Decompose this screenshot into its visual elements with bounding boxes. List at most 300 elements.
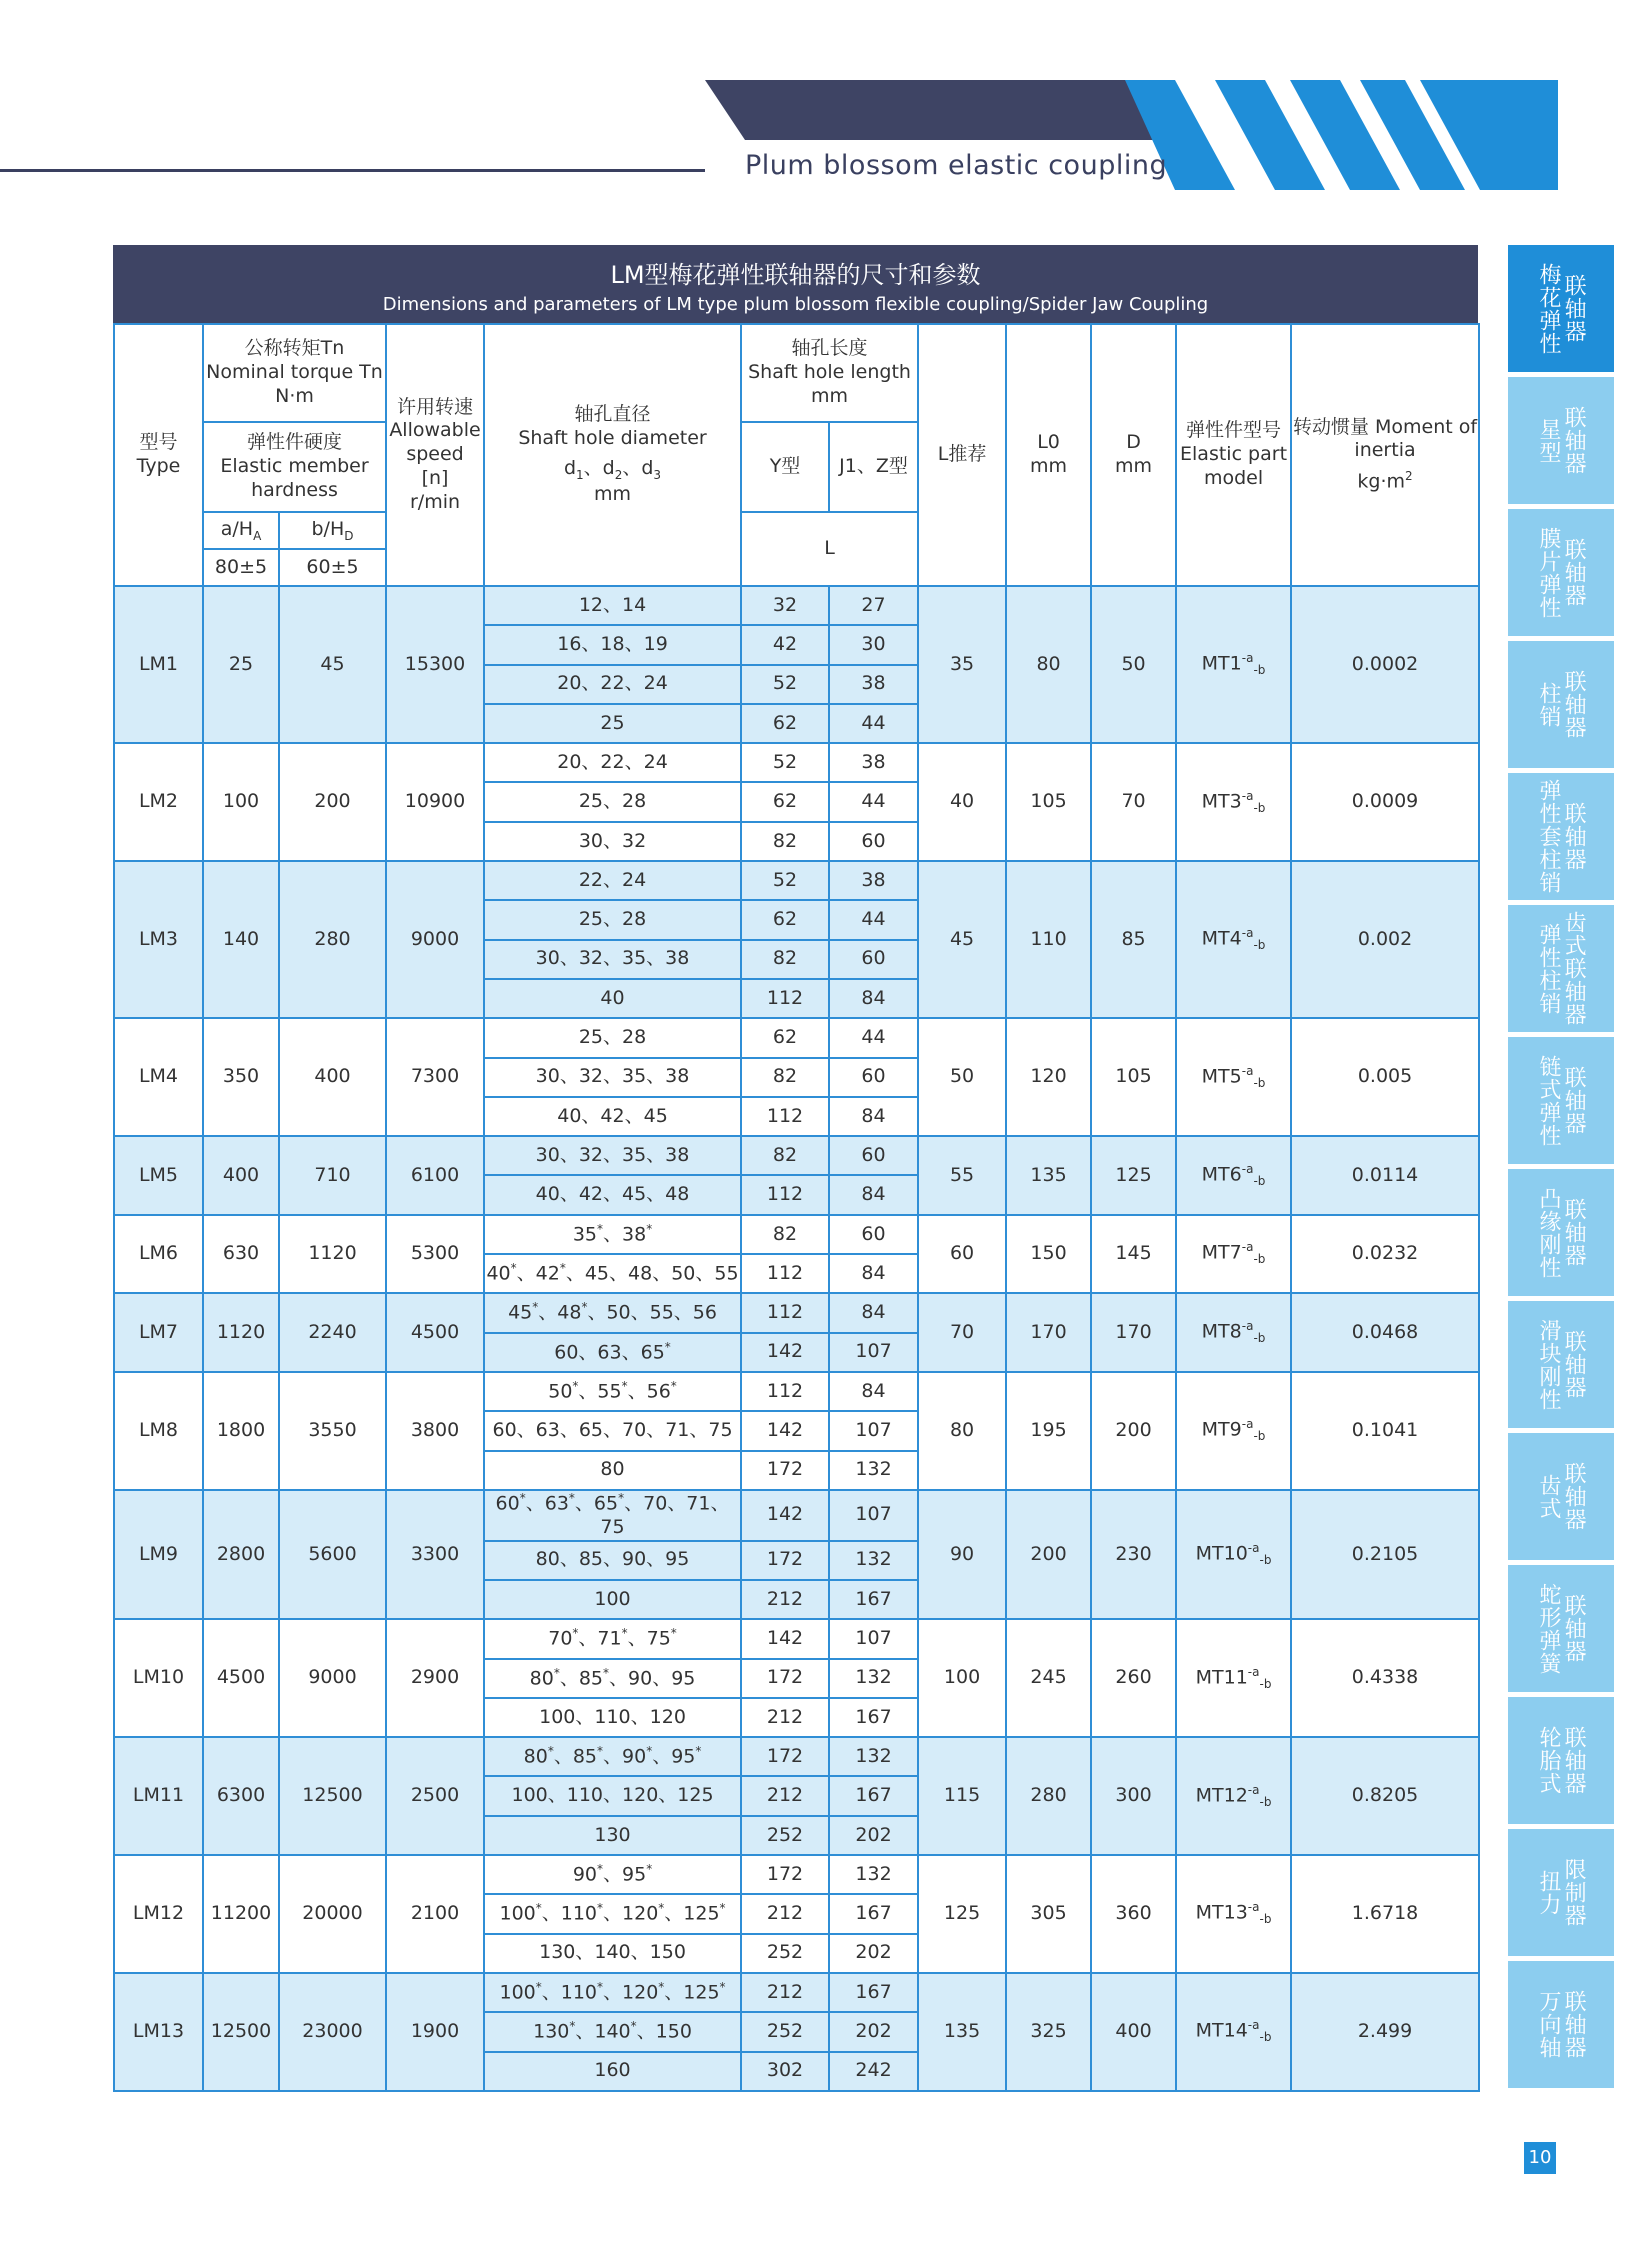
cell-model: $MT1^{-a}_{-b}$ <box>1176 586 1291 743</box>
cell-j: 132 <box>829 1855 918 1894</box>
cell-speed: 3800 <box>386 1372 484 1490</box>
table-row <box>114 1973 1479 2012</box>
cell-inertia: 0.4338 <box>1291 1619 1479 1737</box>
cell-y: 52 <box>741 665 829 704</box>
side-tab-label: 联轴器 <box>1561 274 1587 343</box>
cell-y: 112 <box>741 1175 829 1214</box>
cell-y: 142 <box>741 1411 829 1450</box>
cell-j: 132 <box>829 1737 918 1776</box>
table-row <box>114 1737 1479 1776</box>
cell-diameter: 25 <box>484 704 741 743</box>
cell-diameter: 130、140、150 <box>484 1934 741 1973</box>
cell-torque-b: 5600 <box>279 1490 386 1619</box>
table-title-cn: LM型梅花弹性联轴器的尺寸和参数 <box>610 261 981 289</box>
cell-inertia: 0.0114 <box>1291 1136 1479 1215</box>
col-speed: 许用转速 Allowable speed [n] r/min <box>386 324 484 586</box>
cell-lrec: 135 <box>918 1973 1006 2091</box>
cell-torque-a: 400 <box>203 1136 279 1215</box>
cell-torque-a: 12500 <box>203 1973 279 2091</box>
table-row <box>114 861 1479 900</box>
cell-torque-a: 140 <box>203 861 279 1018</box>
cell-diameter: 40、42、45 <box>484 1097 741 1136</box>
side-tab[interactable] <box>1508 377 1614 504</box>
cell-lrec: 125 <box>918 1855 1006 1973</box>
cell-d: 230 <box>1091 1490 1176 1619</box>
col-model: 弹性件型号 Elastic part model <box>1176 324 1291 586</box>
cell-diameter: 160 <box>484 2052 741 2091</box>
cell-inertia: 0.0232 <box>1291 1215 1479 1294</box>
side-tab-label: 齿式 <box>1536 1473 1561 1520</box>
table-title <box>113 245 1478 323</box>
cell-lrec: 45 <box>918 861 1006 1018</box>
cell-diameter: 30、32、35、38 <box>484 1136 741 1175</box>
cell-type: LM2 <box>114 743 203 861</box>
cell-torque-b: 400 <box>279 1018 386 1136</box>
cell-lrec: 60 <box>918 1215 1006 1294</box>
cell-j: 167 <box>829 1776 918 1815</box>
cell-torque-b: 3550 <box>279 1372 386 1490</box>
cell-torque-a: 6300 <box>203 1737 279 1855</box>
cell-diameter: 60*、63*、65*、70、71、75 <box>484 1490 741 1541</box>
cell-y: 52 <box>741 861 829 900</box>
cell-torque-b: 12500 <box>279 1737 386 1855</box>
cell-model: $MT6^{-a}_{-b}$ <box>1176 1136 1291 1215</box>
cell-diameter: 12、14 <box>484 586 741 625</box>
side-tab[interactable] <box>1508 1565 1614 1692</box>
col-lrec: L推荐 <box>918 324 1006 586</box>
col-d: D mm <box>1091 324 1176 586</box>
cell-j: 44 <box>829 1018 918 1057</box>
cell-y: 82 <box>741 1058 829 1097</box>
col-j: J1、Z型 <box>829 422 918 512</box>
cell-diameter: 80*、85*、90、95 <box>484 1659 741 1698</box>
cell-y: 252 <box>741 2012 829 2051</box>
cell-y: 172 <box>741 1451 829 1490</box>
cell-type: LM4 <box>114 1018 203 1136</box>
cell-y: 62 <box>741 1018 829 1057</box>
cell-y: 62 <box>741 900 829 939</box>
side-tab[interactable] <box>1508 509 1614 636</box>
cell-j: 60 <box>829 1215 918 1254</box>
cell-j: 38 <box>829 665 918 704</box>
cell-diameter: 45*、48*、50、55、56 <box>484 1293 741 1332</box>
table-row <box>114 743 1479 782</box>
cell-type: LM13 <box>114 1973 203 2091</box>
cell-lrec: 50 <box>918 1018 1006 1136</box>
cell-type: LM5 <box>114 1136 203 1215</box>
col-torque: 公称转矩Tn Nominal torque Tn N·m <box>203 324 386 422</box>
col-a: $a/H_A$ <box>203 512 279 549</box>
cell-speed: 10900 <box>386 743 484 861</box>
cell-inertia: 0.002 <box>1291 861 1479 1018</box>
cell-d: 400 <box>1091 1973 1176 2091</box>
side-tab[interactable] <box>1508 245 1614 372</box>
side-tab-label: 扭力 <box>1536 1869 1561 1916</box>
page-number: 10 <box>1524 2142 1556 2174</box>
cell-y: 212 <box>741 1894 829 1933</box>
table-row <box>114 586 1479 625</box>
cell-lrec: 70 <box>918 1293 1006 1372</box>
cell-j: 60 <box>829 822 918 861</box>
cell-speed: 15300 <box>386 586 484 743</box>
cell-speed: 6100 <box>386 1136 484 1215</box>
cell-j: 132 <box>829 1659 918 1698</box>
cell-diameter: 20、22、24 <box>484 743 741 782</box>
cell-j: 60 <box>829 1058 918 1097</box>
col-hardness: 弹性件硬度 Elastic member hardness <box>203 422 386 512</box>
side-tab[interactable] <box>1508 1961 1614 2088</box>
cell-j: 84 <box>829 1372 918 1411</box>
cell-torque-a: 1120 <box>203 1293 279 1372</box>
cell-j: 84 <box>829 1097 918 1136</box>
cell-type: LM10 <box>114 1619 203 1737</box>
cell-diameter: 30、32 <box>484 822 741 861</box>
cell-inertia: 0.2105 <box>1291 1490 1479 1619</box>
col-a-value: 80±5 <box>203 549 279 586</box>
cell-l0: 150 <box>1006 1215 1091 1294</box>
cell-model: $MT13^{-a}_{-b}$ <box>1176 1855 1291 1973</box>
cell-l0: 170 <box>1006 1293 1091 1372</box>
side-tab-label: 联轴器 <box>1561 406 1587 475</box>
cell-type: LM3 <box>114 861 203 1018</box>
cell-y: 252 <box>741 1934 829 1973</box>
side-tab-label: 联轴器 <box>1561 1330 1587 1399</box>
cell-speed: 3300 <box>386 1490 484 1619</box>
cell-l0: 245 <box>1006 1619 1091 1737</box>
cell-d: 145 <box>1091 1215 1176 1294</box>
side-tab-label: 弹性柱销 <box>1536 922 1561 1015</box>
cell-speed: 2500 <box>386 1737 484 1855</box>
side-tab-label: 蛇形弹簧 <box>1536 1582 1561 1675</box>
cell-l0: 110 <box>1006 861 1091 1018</box>
side-tabs <box>1508 245 1614 2093</box>
cell-lrec: 115 <box>918 1737 1006 1855</box>
cell-j: 84 <box>829 979 918 1018</box>
side-tab-label: 联轴器 <box>1561 802 1587 871</box>
cell-j: 84 <box>829 1175 918 1214</box>
cell-j: 27 <box>829 586 918 625</box>
cell-inertia: 0.8205 <box>1291 1737 1479 1855</box>
side-tab-label: 联轴器 <box>1561 1198 1587 1267</box>
cell-torque-a: 100 <box>203 743 279 861</box>
cell-l0: 120 <box>1006 1018 1091 1136</box>
cell-speed: 7300 <box>386 1018 484 1136</box>
cell-j: 132 <box>829 1541 918 1580</box>
cell-diameter: 100、110、120、125 <box>484 1776 741 1815</box>
cell-diameter: 40*、42*、45、48、50、55 <box>484 1254 741 1293</box>
cell-inertia: 0.0002 <box>1291 586 1479 743</box>
cell-y: 82 <box>741 1215 829 1254</box>
cell-d: 300 <box>1091 1737 1176 1855</box>
cell-y: 42 <box>741 625 829 664</box>
cell-y: 82 <box>741 1136 829 1175</box>
cell-diameter: 60、63、65、70、71、75 <box>484 1411 741 1450</box>
cell-y: 112 <box>741 1254 829 1293</box>
cell-diameter: 100*、110*、120*、125* <box>484 1973 741 2012</box>
cell-type: LM7 <box>114 1293 203 1372</box>
cell-y: 172 <box>741 1541 829 1580</box>
cell-y: 212 <box>741 1973 829 2012</box>
cell-inertia: 2.499 <box>1291 1973 1479 2091</box>
col-l0: L0 mm <box>1006 324 1091 586</box>
cell-d: 105 <box>1091 1018 1176 1136</box>
cell-j: 167 <box>829 1894 918 1933</box>
side-tab-label: 联轴器 <box>1561 538 1587 607</box>
cell-inertia: 1.6718 <box>1291 1855 1479 1973</box>
cell-torque-a: 25 <box>203 586 279 743</box>
table-title-en: Dimensions and parameters of LM type plum blossom flexible coupling/Spider Jaw Coupling <box>382 294 1209 315</box>
table-row <box>114 1855 1479 1894</box>
table-row <box>114 1293 1479 1332</box>
cell-torque-b: 1120 <box>279 1215 386 1294</box>
cell-y: 142 <box>741 1619 829 1658</box>
side-tab-label: 联轴器 <box>1561 670 1587 739</box>
cell-lrec: 40 <box>918 743 1006 861</box>
cell-speed: 2900 <box>386 1619 484 1737</box>
table-row <box>114 1018 1479 1057</box>
cell-y: 212 <box>741 1580 829 1619</box>
side-tab-label: 梅花弹性 <box>1536 262 1561 355</box>
header-title: Plum blossom elastic coupling <box>745 150 1168 181</box>
side-tab[interactable] <box>1508 1301 1614 1428</box>
side-tab[interactable] <box>1508 1697 1614 1824</box>
cell-type: LM1 <box>114 586 203 743</box>
cell-j: 84 <box>829 1293 918 1332</box>
cell-diameter: 25、28 <box>484 1018 741 1057</box>
cell-d: 170 <box>1091 1293 1176 1372</box>
cell-lrec: 80 <box>918 1372 1006 1490</box>
cell-inertia: 0.0468 <box>1291 1293 1479 1372</box>
cell-type: LM6 <box>114 1215 203 1294</box>
cell-lrec: 100 <box>918 1619 1006 1737</box>
cell-j: 44 <box>829 782 918 821</box>
cell-j: 167 <box>829 1698 918 1737</box>
cell-diameter: 60、63、65* <box>484 1333 741 1372</box>
cell-diameter: 35*、38* <box>484 1215 741 1254</box>
cell-y: 172 <box>741 1659 829 1698</box>
cell-torque-b: 45 <box>279 586 386 743</box>
cell-diameter: 130 <box>484 1816 741 1855</box>
cell-diameter: 40、42、45、48 <box>484 1175 741 1214</box>
cell-diameter: 25、28 <box>484 900 741 939</box>
cell-y: 212 <box>741 1776 829 1815</box>
cell-y: 172 <box>741 1855 829 1894</box>
cell-d: 50 <box>1091 586 1176 743</box>
side-tab-label: 轮胎式 <box>1536 1726 1561 1795</box>
cell-j: 44 <box>829 900 918 939</box>
side-tab-label: 齿式联轴器 <box>1561 911 1587 1026</box>
side-tab-label: 膜片弹性 <box>1536 526 1561 619</box>
cell-d: 125 <box>1091 1136 1176 1215</box>
side-tab-label: 滑块刚性 <box>1536 1318 1561 1411</box>
side-tab-label: 联轴器 <box>1561 1594 1587 1663</box>
col-l: L <box>741 512 918 586</box>
cell-j: 167 <box>829 1973 918 2012</box>
side-tab[interactable] <box>1508 1829 1614 1956</box>
cell-j: 30 <box>829 625 918 664</box>
cell-model: $MT5^{-a}_{-b}$ <box>1176 1018 1291 1136</box>
table-row <box>114 1136 1479 1175</box>
cell-torque-a: 11200 <box>203 1855 279 1973</box>
cell-l0: 80 <box>1006 586 1091 743</box>
cell-diameter: 80 <box>484 1451 741 1490</box>
cell-type: LM8 <box>114 1372 203 1490</box>
cell-d: 200 <box>1091 1372 1176 1490</box>
cell-y: 62 <box>741 782 829 821</box>
cell-d: 85 <box>1091 861 1176 1018</box>
cell-torque-b: 23000 <box>279 1973 386 2091</box>
cell-j: 202 <box>829 1816 918 1855</box>
cell-diameter: 25、28 <box>484 782 741 821</box>
cell-j: 167 <box>829 1580 918 1619</box>
side-tab-label: 联轴器 <box>1561 1990 1587 2059</box>
cell-inertia: 0.005 <box>1291 1018 1479 1136</box>
cell-j: 84 <box>829 1254 918 1293</box>
side-tab[interactable] <box>1508 1169 1614 1296</box>
side-tab-label: 弹性套柱销 <box>1536 779 1561 894</box>
cell-torque-a: 630 <box>203 1215 279 1294</box>
cell-d: 360 <box>1091 1855 1176 1973</box>
cell-torque-a: 1800 <box>203 1372 279 1490</box>
side-tab-label: 限制器 <box>1561 1858 1587 1927</box>
cell-y: 142 <box>741 1490 829 1541</box>
cell-y: 252 <box>741 1816 829 1855</box>
cell-diameter: 130*、140*、150 <box>484 2012 741 2051</box>
side-tab-label: 凸缘刚性 <box>1536 1186 1561 1279</box>
cell-type: LM11 <box>114 1737 203 1855</box>
cell-torque-b: 2240 <box>279 1293 386 1372</box>
side-tab-label: 联轴器 <box>1561 1462 1587 1531</box>
cell-model: $MT7^{-a}_{-b}$ <box>1176 1215 1291 1294</box>
cell-type: LM9 <box>114 1490 203 1619</box>
cell-l0: 305 <box>1006 1855 1091 1973</box>
cell-d: 70 <box>1091 743 1176 861</box>
cell-diameter: 20、22、24 <box>484 665 741 704</box>
cell-j: 242 <box>829 2052 918 2091</box>
cell-l0: 280 <box>1006 1737 1091 1855</box>
parameters-table <box>113 245 1478 2092</box>
side-tab-label: 链式弹性 <box>1536 1054 1561 1147</box>
cell-j: 60 <box>829 940 918 979</box>
cell-diameter: 80*、85*、90*、95* <box>484 1737 741 1776</box>
cell-diameter: 100 <box>484 1580 741 1619</box>
cell-j: 107 <box>829 1333 918 1372</box>
cell-diameter: 30、32、35、38 <box>484 1058 741 1097</box>
table-row <box>114 1215 1479 1254</box>
cell-speed: 4500 <box>386 1293 484 1372</box>
cell-j: 38 <box>829 743 918 782</box>
cell-j: 38 <box>829 861 918 900</box>
cell-lrec: 35 <box>918 586 1006 743</box>
cell-torque-a: 4500 <box>203 1619 279 1737</box>
cell-y: 112 <box>741 1097 829 1136</box>
cell-j: 132 <box>829 1451 918 1490</box>
cell-j: 60 <box>829 1136 918 1175</box>
cell-y: 112 <box>741 1372 829 1411</box>
cell-diameter: 70*、71*、75* <box>484 1619 741 1658</box>
side-tab-label: 星型 <box>1536 417 1561 464</box>
cell-model: $MT4^{-a}_{-b}$ <box>1176 861 1291 1018</box>
cell-model: $MT10^{-a}_{-b}$ <box>1176 1490 1291 1619</box>
cell-diameter: 100*、110*、120*、125* <box>484 1894 741 1933</box>
cell-y: 62 <box>741 704 829 743</box>
side-tab[interactable] <box>1508 773 1614 900</box>
cell-l0: 135 <box>1006 1136 1091 1215</box>
cell-y: 52 <box>741 743 829 782</box>
col-b: $b/H_D$ <box>279 512 386 549</box>
table-row <box>114 1372 1479 1411</box>
cell-diameter: 90*、95* <box>484 1855 741 1894</box>
cell-model: $MT3^{-a}_{-b}$ <box>1176 743 1291 861</box>
cell-torque-a: 2800 <box>203 1490 279 1619</box>
cell-j: 107 <box>829 1490 918 1541</box>
side-tab[interactable] <box>1508 1433 1614 1560</box>
cell-diameter: 30、32、35、38 <box>484 940 741 979</box>
cell-model: $MT8^{-a}_{-b}$ <box>1176 1293 1291 1372</box>
cell-l0: 105 <box>1006 743 1091 861</box>
cell-l0: 200 <box>1006 1490 1091 1619</box>
cell-model: $MT14^{-a}_{-b}$ <box>1176 1973 1291 2091</box>
cell-torque-b: 710 <box>279 1136 386 1215</box>
cell-y: 82 <box>741 822 829 861</box>
side-tab-label: 柱销 <box>1536 681 1561 728</box>
side-tab-label: 联轴器 <box>1561 1726 1587 1795</box>
side-tab-label: 万向轴 <box>1536 1990 1561 2059</box>
cell-lrec: 55 <box>918 1136 1006 1215</box>
cell-speed: 9000 <box>386 861 484 1018</box>
cell-torque-a: 350 <box>203 1018 279 1136</box>
cell-j: 44 <box>829 704 918 743</box>
table-row <box>114 1490 1479 1541</box>
side-tab[interactable] <box>1508 905 1614 1032</box>
cell-speed: 1900 <box>386 1973 484 2091</box>
side-tab[interactable] <box>1508 641 1614 768</box>
cell-y: 302 <box>741 2052 829 2091</box>
cell-j: 202 <box>829 2012 918 2051</box>
cell-diameter: 22、24 <box>484 861 741 900</box>
cell-j: 107 <box>829 1411 918 1450</box>
cell-d: 260 <box>1091 1619 1176 1737</box>
cell-y: 142 <box>741 1333 829 1372</box>
cell-speed: 5300 <box>386 1215 484 1294</box>
side-tab[interactable] <box>1508 1037 1614 1164</box>
table-row <box>114 1619 1479 1658</box>
cell-y: 112 <box>741 1293 829 1332</box>
cell-j: 107 <box>829 1619 918 1658</box>
side-tab-label: 联轴器 <box>1561 1066 1587 1135</box>
cell-y: 32 <box>741 586 829 625</box>
col-hole-length: 轴孔长度 Shaft hole length mm <box>741 324 918 422</box>
col-inertia: 转动惯量 Moment of inertia $kg\cdot m^2$ <box>1291 324 1479 586</box>
cell-diameter: 80、85、90、95 <box>484 1541 741 1580</box>
cell-diameter: 16、18、19 <box>484 625 741 664</box>
cell-lrec: 90 <box>918 1490 1006 1619</box>
cell-model: $MT9^{-a}_{-b}$ <box>1176 1372 1291 1490</box>
cell-diameter: 50*、55*、56* <box>484 1372 741 1411</box>
col-b-value: 60±5 <box>279 549 386 586</box>
cell-y: 212 <box>741 1698 829 1737</box>
cell-diameter: 100、110、120 <box>484 1698 741 1737</box>
cell-j: 202 <box>829 1934 918 1973</box>
cell-torque-b: 200 <box>279 743 386 861</box>
col-y: Y型 <box>741 422 829 512</box>
cell-inertia: 0.1041 <box>1291 1372 1479 1490</box>
cell-model: $MT12^{-a}_{-b}$ <box>1176 1737 1291 1855</box>
cell-torque-b: 20000 <box>279 1855 386 1973</box>
cell-torque-b: 280 <box>279 861 386 1018</box>
cell-l0: 325 <box>1006 1973 1091 2091</box>
col-type: 型号 Type <box>114 324 203 586</box>
